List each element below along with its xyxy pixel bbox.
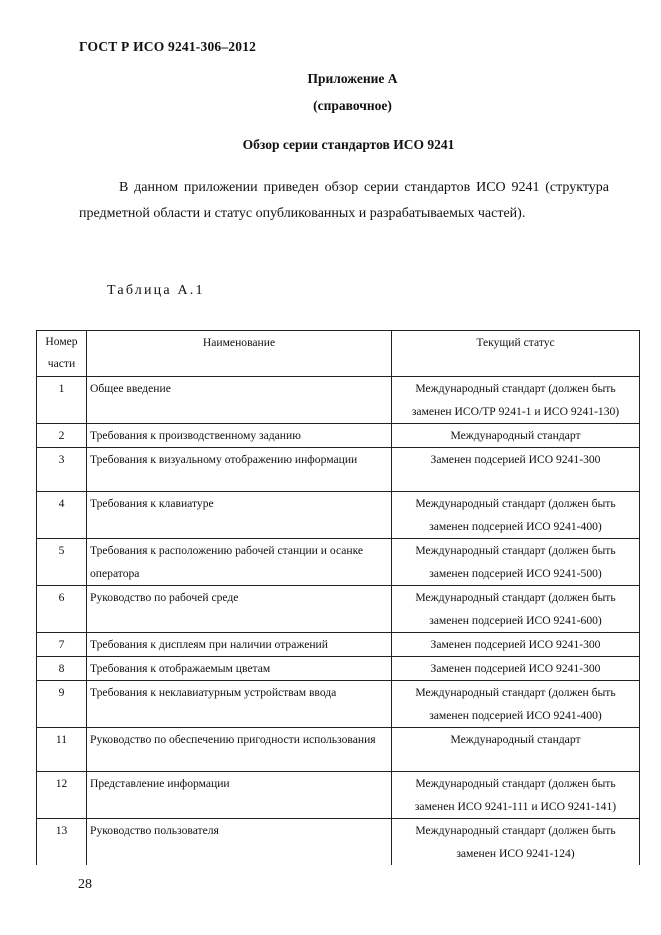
part-name: Требования к расположению рабочей станции и осанке оператора: [87, 539, 392, 586]
table-row: [37, 819, 640, 866]
part-number: 7: [37, 633, 87, 657]
part-status: Международный стандарт (должен быть заменен подсерией ИСО 9241-500): [392, 539, 640, 586]
part-name: Требования к дисплеям при наличии отражений: [87, 633, 392, 657]
appendix-title: Приложение А: [307, 71, 398, 86]
part-status: Международный стандарт (должен быть заменен ИСО/ТР 9241-1 и ИСО 9241-130): [392, 377, 640, 424]
part-number: 1: [37, 377, 87, 424]
part-name: Требования к визуальному отображению информации: [87, 448, 392, 492]
table-row: [37, 448, 640, 492]
table-header-row: [37, 331, 640, 377]
part-status: Международный стандарт (должен быть заменен ИСО 9241-111 и ИСО 9241-141): [392, 772, 640, 819]
page-number: 28: [78, 877, 92, 892]
header-part-number: Номер части: [37, 331, 87, 377]
part-status: Международный стандарт: [392, 424, 640, 448]
table-row: [37, 681, 640, 728]
part-number: 13: [37, 819, 87, 866]
part-number: 4: [37, 492, 87, 539]
part-name: Требования к неклавиатурным устройствам ввода: [87, 681, 392, 728]
part-number: 8: [37, 657, 87, 681]
part-status: Заменен подсерией ИСО 9241-300: [392, 657, 640, 681]
table-row: [37, 539, 640, 586]
part-name: Представление информации: [87, 772, 392, 819]
part-number: 5: [37, 539, 87, 586]
table-row: [37, 492, 640, 539]
header-status: Текущий статус: [392, 331, 640, 377]
part-number: 3: [37, 448, 87, 492]
part-name: Требования к клавиатуре: [87, 492, 392, 539]
intro-paragraph: В данном приложении приведен обзор серии стандартов ИСО 9241 (структура предметной области и статус опубликованных и разрабатываемых частей).: [79, 180, 609, 221]
part-name: Руководство по рабочей среде: [87, 586, 392, 633]
part-status: Международный стандарт: [392, 728, 640, 772]
table-row: [37, 657, 640, 681]
part-number: 11: [37, 728, 87, 772]
part-number: 6: [37, 586, 87, 633]
part-status: Международный стандарт (должен быть заменен подсерией ИСО 9241-600): [392, 586, 640, 633]
table-row: [37, 424, 640, 448]
part-name: Руководство по обеспечению пригодности использования: [87, 728, 392, 772]
standards-table: [36, 330, 640, 865]
section-title: Обзор серии стандартов ИСО 9241: [242, 137, 455, 152]
header-name: Наименование: [87, 331, 392, 377]
document-code: ГОСТ Р ИСО 9241-306–2012: [79, 39, 257, 54]
part-name: Руководство пользователя: [87, 819, 392, 866]
table-row: [37, 377, 640, 424]
part-status: Международный стандарт (должен быть заменен подсерией ИСО 9241-400): [392, 681, 640, 728]
part-status: Международный стандарт (должен быть заменен подсерией ИСО 9241-400): [392, 492, 640, 539]
table-row: [37, 728, 640, 772]
appendix-subtitle: (справочное): [313, 98, 392, 113]
part-name: Общее введение: [87, 377, 392, 424]
table-row: [37, 772, 640, 819]
part-name: Требования к отображаемым цветам: [87, 657, 392, 681]
part-status: Международный стандарт (должен быть заменен ИСО 9241-124): [392, 819, 640, 866]
table-row: [37, 633, 640, 657]
part-number: 12: [37, 772, 87, 819]
part-status: Заменен подсерией ИСО 9241-300: [392, 633, 640, 657]
part-number: 9: [37, 681, 87, 728]
table-caption: Таблица А.1: [107, 283, 205, 298]
part-status: Заменен подсерией ИСО 9241-300: [392, 448, 640, 492]
table-row: [37, 586, 640, 633]
part-name: Требования к производственному заданию: [87, 424, 392, 448]
part-number: 2: [37, 424, 87, 448]
